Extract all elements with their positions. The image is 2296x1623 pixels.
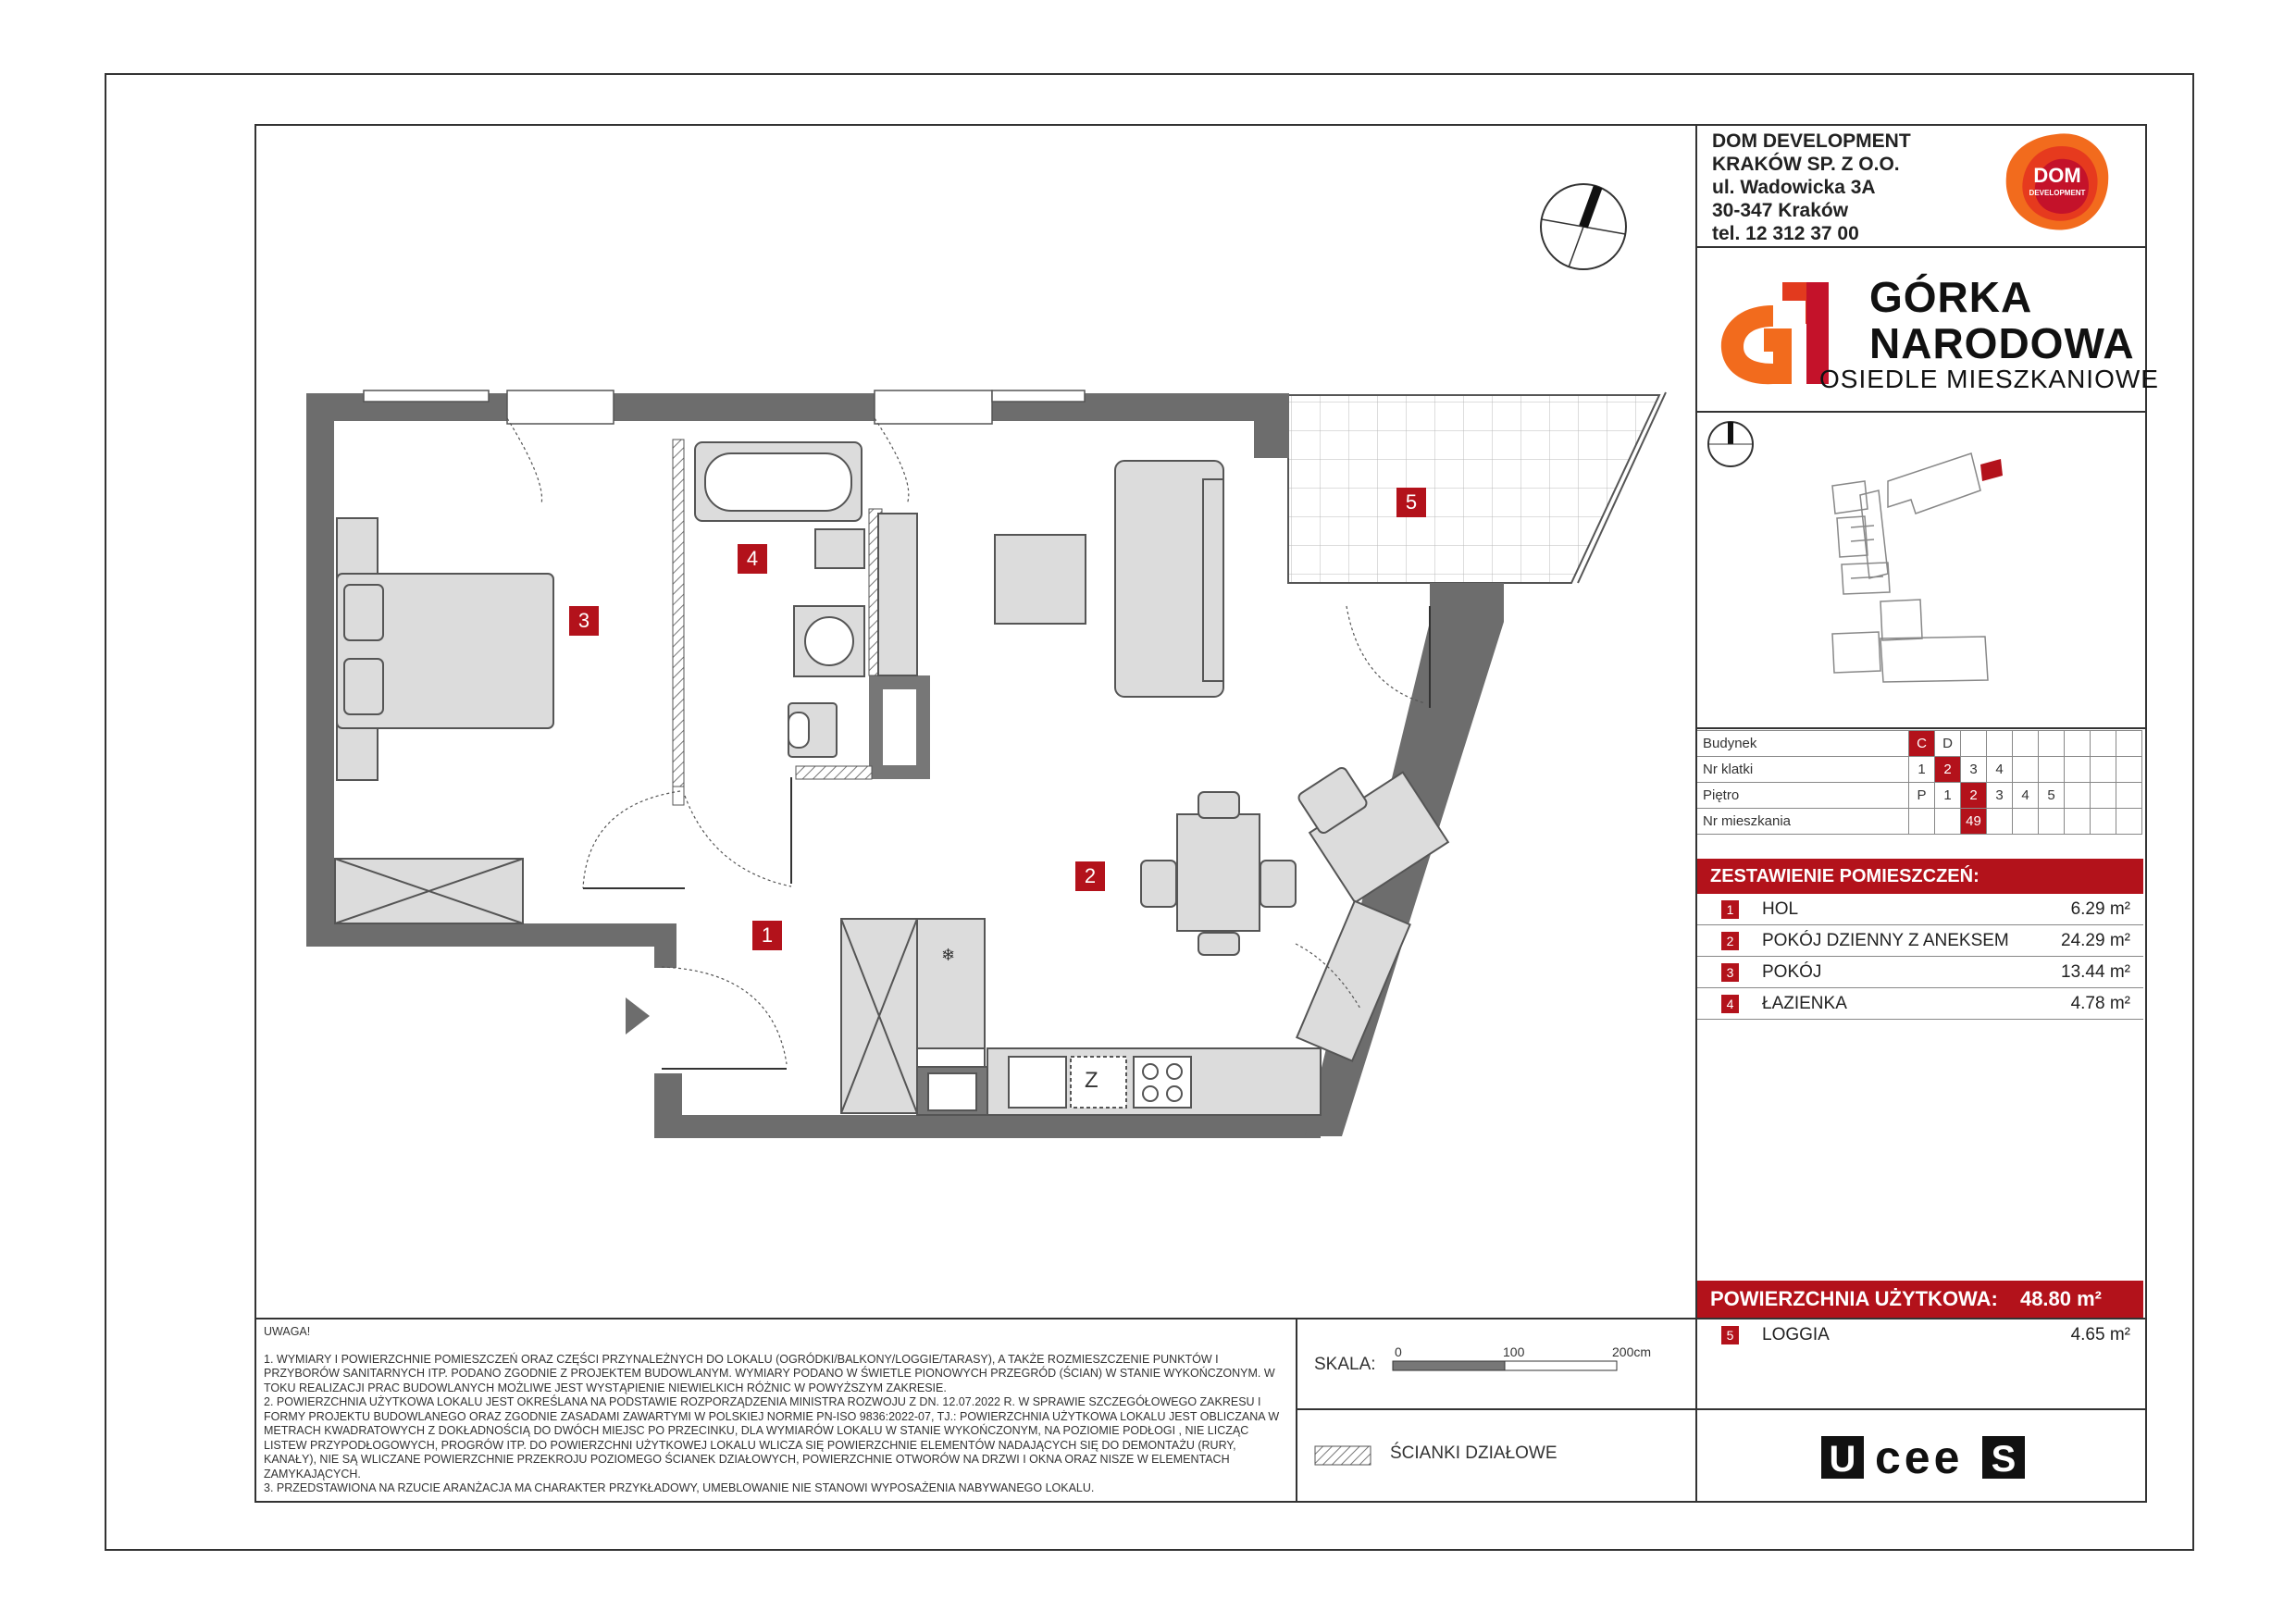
apartment-label: Nr mieszkania (1697, 809, 1909, 835)
apartment-info-table (1697, 730, 2142, 835)
entrance-arrow-icon (626, 997, 650, 1035)
total-area (1697, 1281, 2143, 1318)
plan-tag-living: 2 (1075, 861, 1105, 891)
room-area: 13.44 m² (2061, 962, 2130, 982)
loggia-row (1697, 1319, 2143, 1350)
svg-text:S: S (1991, 1439, 2017, 1480)
floor-2: 2 (1961, 783, 1987, 809)
floor-3: 3 (1987, 783, 2013, 809)
room-num: 2 (1721, 932, 1739, 950)
dom-logo-text: DOM (2033, 164, 2081, 187)
total-area-label: POWIERZCHNIA UŻYTKOWA: (1710, 1287, 1998, 1310)
floor-label: Piętro (1697, 783, 1909, 809)
building-label: Budynek (1697, 731, 1909, 757)
room-name: ŁAZIENKA (1762, 994, 1847, 1013)
project-title-line2: NARODOWA (1869, 319, 2135, 367)
room-name: POKÓJ DZIENNY Z ANEKSEM (1762, 931, 2009, 950)
room-num: 4 (1721, 995, 1739, 1013)
plan-tag-bedroom: 3 (569, 606, 599, 636)
footer-divider (1296, 1318, 1297, 1503)
dom-logo-sub: DEVELOPMENT (2029, 189, 2086, 197)
partition-legend-swatch (1314, 1445, 1371, 1466)
dom-development-logo (1999, 130, 2115, 236)
loggia-num: 5 (1721, 1326, 1739, 1344)
project-title-line1: GÓRKA (1869, 273, 2033, 321)
project-title (1869, 274, 2135, 366)
stair-2: 2 (1935, 757, 1961, 783)
building-d: D (1935, 731, 1961, 757)
stair-3: 3 (1961, 757, 1987, 783)
scale-bar (1392, 1359, 1618, 1372)
panel-divider (1695, 411, 2147, 413)
notes-p1: 1. WYMIARY I POWIERZCHNIE POMIESZCZEŃ ORAZ CZĘŚCI PRZYNALEŻNYCH DO LOKALU (OGRÓDKI/BALKONY/LOGGIE/TARASY), A TAKŻE ROZMIESZCZENIE PUNKTÓW I PRZYBORÓW SANITARNYCH ITP. PODANO ZGODNIE Z PROJEKTEM BUDOWLANYM. WYMIARY PODANO W ŚWIETLE PIONOWYCH PRZEGRÓD (ŚCIAN) W STANIE WYKOŃCZONYM. W TOKU REALIZACJI PRAC BUDOWLANYCH MOŻLIWE JEST WYSTĄPIENIE NIEWIELKICH RÓŻNIC W POWYŻSZYM ZAKRESIE. (264, 1352, 1275, 1394)
notes-p2: 2. POWIERZCHNIA UŻYTKOWA LOKALU JEST OKREŚLANA NA PODSTAWIE ROZPORZĄDZENIA MINISTRA ROZWOJU Z DN. 12.07.2022 R. W SPRAWIE SZCZEGÓŁOWEGO ZAKRESU I FORMY PROJEKTU BUDOWLANEGO ORAZ ZGODNIE ZASADAMI ZAWARTYMI W POLSKIEJ NORMIE PN-ISO 9836:2022-07, TJ.: POWIERZCHNIA UŻYTKOWA LOKALU JEST OBLICZANA W METRACH KWADRATOWYCH Z DOKŁADNOŚCIĄ DO DWÓCH MIEJSC PO PRZECINKU, DLA WYMIARÓW LOKALU W STANIE WYKOŃCZONYM, NA POZIOMIE PODŁOGI , NIE LICZĄC LISTEW PRZYPODŁOGOWYCH, PROGRÓW ITP. DO POWIERZCHNI UŻYTKOWEJ LOKALU WLICZA SIĘ POWIERZCHNIE ELEMENTÓW NADAJĄCYCH SIĘ DO DEMONTAŻU (RURY, KANAŁY), NIE SĄ WLICZANE POWIERZCHNIE PRZEKROJU POZIOMEGO ŚCIANEK DZIAŁOWYCH, POWIERZCHNIE OTWORÓW NA DRZWI I OKNA ORAZ NISZE W ELEMENTACH ZAMYKAJĄCYCH. (264, 1395, 1280, 1481)
stair-1: 1 (1909, 757, 1935, 783)
fridge-letter: Z (1085, 1068, 1098, 1093)
panel-divider (1695, 727, 2147, 729)
room-row (1697, 988, 2143, 1020)
company-info (1712, 130, 1911, 245)
room-name: HOL (1762, 899, 1799, 919)
room-num: 3 (1721, 963, 1739, 982)
room-row (1697, 925, 2143, 957)
room-name: POKÓJ (1762, 962, 1822, 982)
building-c: C (1909, 731, 1935, 757)
stair-4: 4 (1987, 757, 2013, 783)
total-area-value: 48.80 m² (2019, 1287, 2103, 1310)
room-row (1697, 957, 2143, 988)
floor-plan (255, 125, 1694, 1314)
panel-divider (1695, 246, 2147, 248)
partition-legend-label: ŚCIANKI DZIAŁOWE (1390, 1443, 1558, 1463)
loggia-area: 4.65 m² (2070, 1325, 2130, 1344)
site-plan (1703, 416, 2008, 703)
scale-label: SKALA: (1314, 1355, 1376, 1374)
room-area: 6.29 m² (2070, 899, 2130, 919)
snowflake-icon: ❄ (941, 946, 956, 965)
plan-tag-bathroom: 4 (738, 544, 767, 574)
loggia-name: LOGGIA (1762, 1325, 1830, 1344)
notes-p3: 3. PRZEDSTAWIONA NA RZUCIE ARANŻACJA MA CHARAKTER PRZYKŁADOWY, UMEBLOWANIE NIE STANOWI WYPOSAŻENIA NABYWANEGO LOKALU. (264, 1481, 1095, 1494)
svg-text:cee: cee (1875, 1432, 1964, 1482)
scale-tick-0: 0 (1395, 1344, 1402, 1359)
floor-p: P (1909, 783, 1935, 809)
scale-tick-100: 100 (1503, 1344, 1525, 1359)
room-row (1697, 894, 2143, 925)
plan-tag-hol: 1 (752, 921, 782, 950)
room-area: 24.29 m² (2061, 931, 2130, 950)
kitchen (841, 919, 1321, 1115)
notes-title: UWAGA! (264, 1325, 311, 1338)
room-area: 4.78 m² (2070, 994, 2130, 1013)
company-city: 30-347 Kraków (1712, 200, 1849, 221)
loggia-floor (1288, 395, 1659, 583)
room-num: 1 (1721, 900, 1739, 919)
company-street: ul. Wadowicka 3A (1712, 177, 1876, 198)
footer-divider (1695, 1408, 2147, 1410)
company-phone: tel. 12 312 37 00 (1712, 223, 1859, 244)
ucees-logo (1819, 1432, 2027, 1482)
scale-tick-200: 200cm (1612, 1344, 1652, 1359)
rooms-heading: ZESTAWIENIE POMIESZCZEŃ: (1697, 859, 2143, 894)
floor-4: 4 (2013, 783, 2039, 809)
apartment-number: 49 (1961, 809, 1987, 835)
svg-text:U: U (1829, 1439, 1856, 1480)
door-leaves (583, 606, 1430, 1069)
company-name-2: KRAKÓW SP. Z O.O. (1712, 154, 1900, 175)
footer-divider (1296, 1408, 1695, 1410)
compass-icon (1541, 184, 1626, 269)
bedroom-furniture (335, 518, 553, 923)
project-subtitle: OSIEDLE MIESZKANIOWE (1819, 365, 2159, 393)
plan-tag-loggia: 5 (1396, 488, 1426, 517)
company-name: DOM DEVELOPMENT (1712, 130, 1911, 152)
floor-1: 1 (1935, 783, 1961, 809)
stair-label: Nr klatki (1697, 757, 1909, 783)
floor-5: 5 (2039, 783, 2065, 809)
notes (264, 1325, 1291, 1496)
